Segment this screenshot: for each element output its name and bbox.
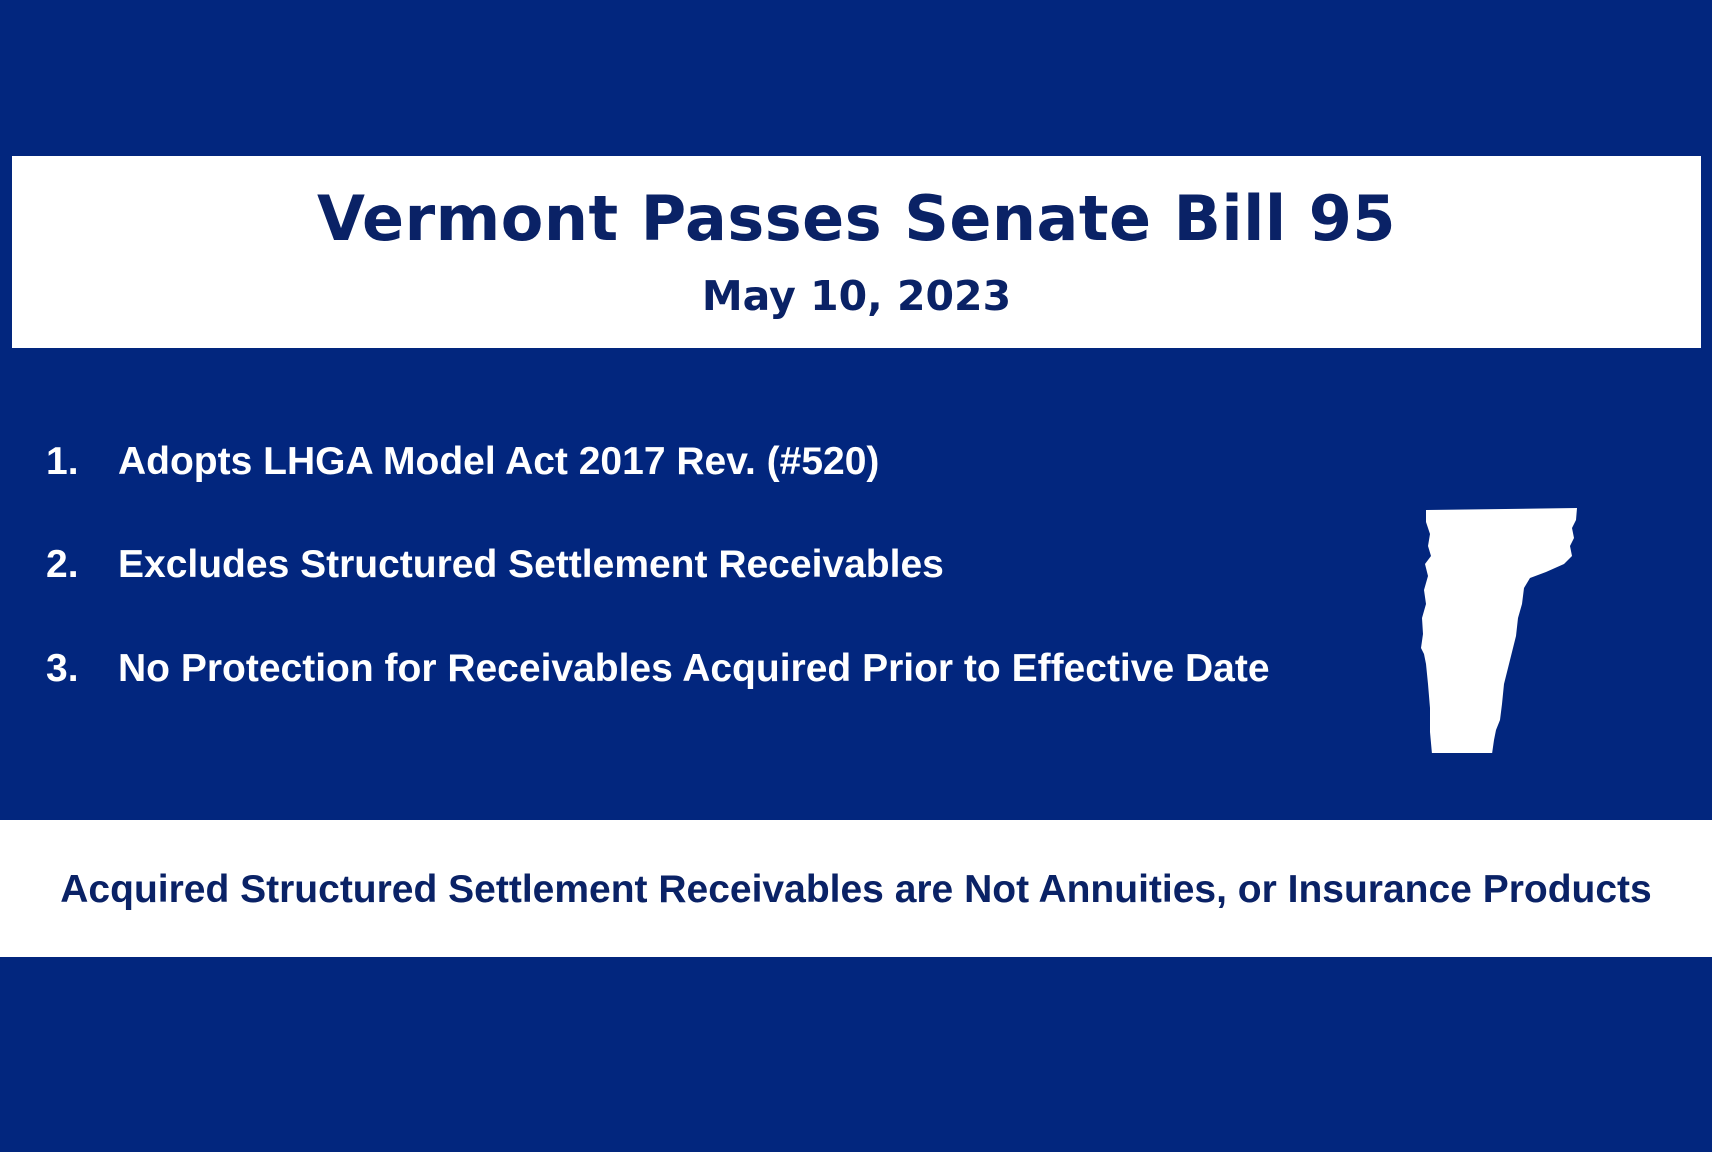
list-item xyxy=(46,440,879,484)
page-title: Vermont Passes Senate Bill 95 xyxy=(316,182,1397,255)
footer-banner xyxy=(0,820,1712,957)
title-banner xyxy=(12,156,1701,348)
list-item-text: No Protection for Receivables Acquired Prior to Effective Date xyxy=(118,647,1270,690)
list-item-text: Adopts LHGA Model Act 2017 Rev. (#520) xyxy=(118,440,880,483)
page-date: May 10, 2023 xyxy=(701,272,1012,320)
vermont-state-outline-icon xyxy=(1418,508,1578,753)
list-item-number: 3. xyxy=(46,647,79,690)
list-item-number: 2. xyxy=(46,543,79,586)
list-item-text: Excludes Structured Settlement Receivables xyxy=(118,543,944,586)
list-item xyxy=(46,543,944,587)
list-item-number: 1. xyxy=(46,440,79,483)
vermont-shape xyxy=(1421,508,1577,753)
footer-disclaimer: Acquired Structured Settlement Receivables are Not Annuities, or Insurance Products xyxy=(60,868,1652,911)
list-item xyxy=(46,647,1270,691)
